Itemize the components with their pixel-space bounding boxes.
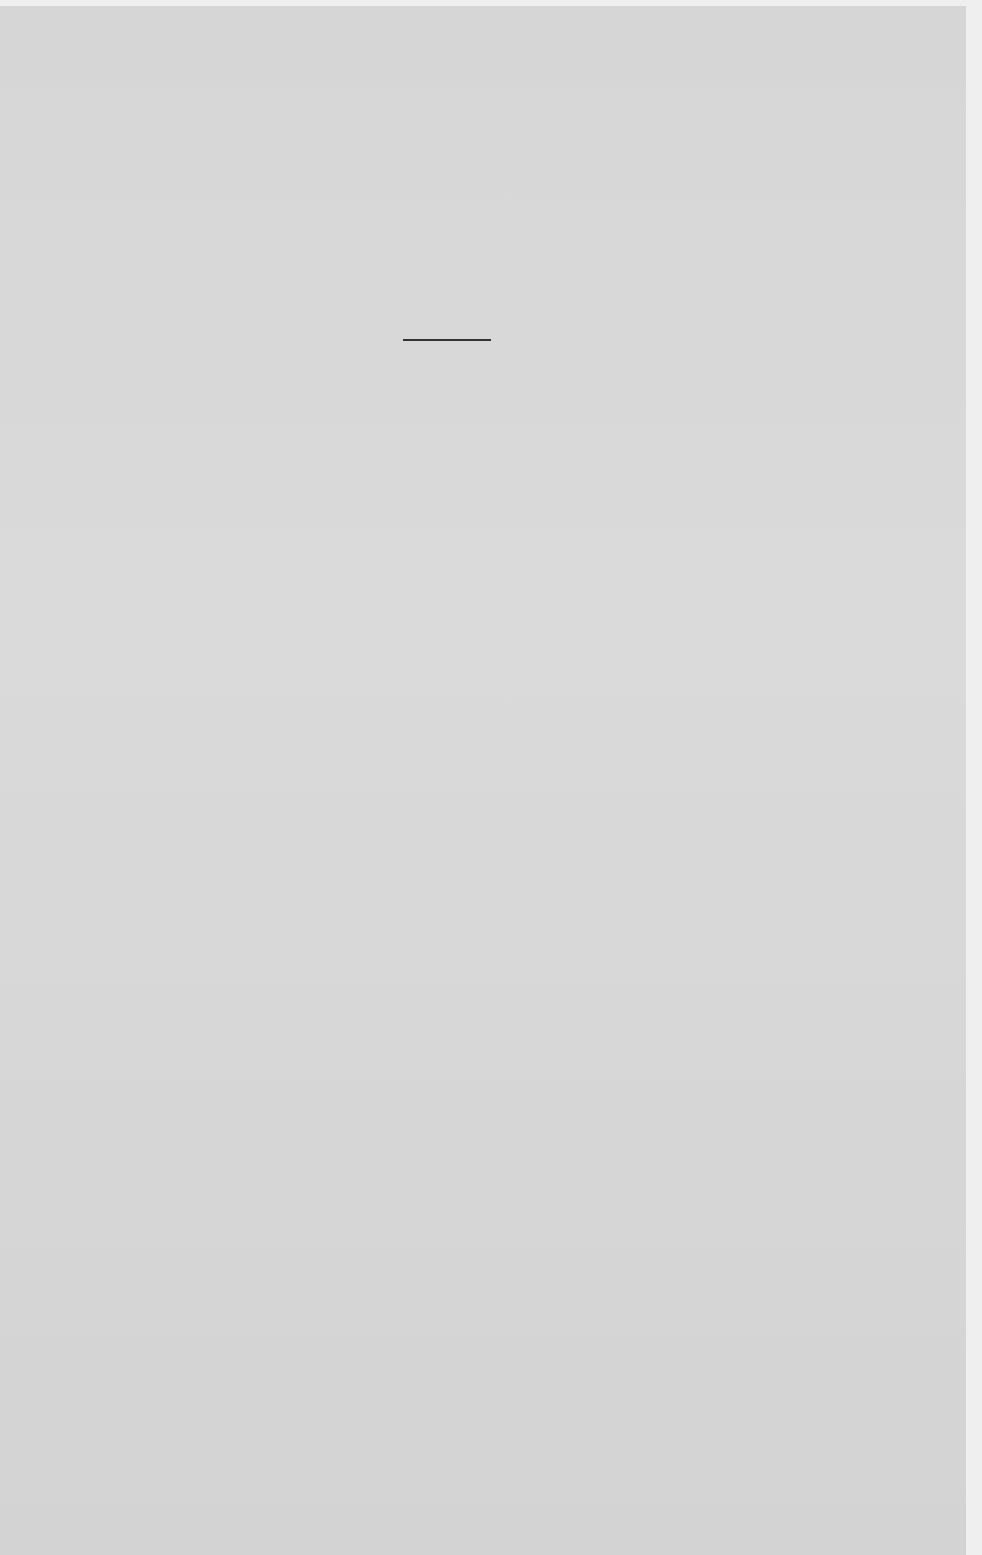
scan-edge-right [966,0,982,1555]
scan-edge-top [0,0,982,6]
toc-entry-prefazione [0,402,982,428]
title-divider [403,339,491,341]
